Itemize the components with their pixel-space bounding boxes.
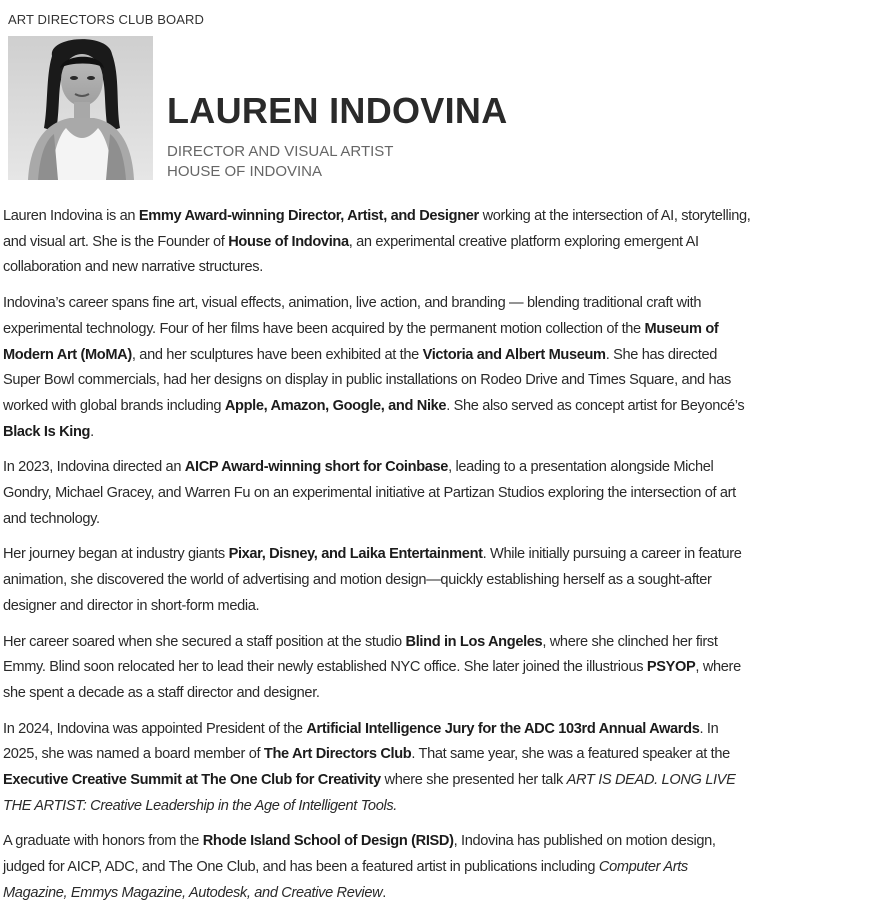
- bio-highlight: Artificial Intelligence Jury for the ADC 103rd Annual Awards: [306, 720, 700, 737]
- bio-paragraph: [3, 829, 755, 906]
- profile-header: [167, 88, 508, 182]
- bio-highlight: House of Indovina: [228, 233, 349, 250]
- bio-run: working at the intersection of AI, storytelling, and visual art. She is the Founder of: [3, 208, 751, 250]
- profile-name: LAUREN INDOVINA: [167, 90, 508, 131]
- bio-text: [3, 204, 755, 917]
- bio-run: . She also served as concept artist for Beyoncé’s: [446, 397, 745, 414]
- bio-paragraph: [3, 630, 755, 707]
- bio-run: Lauren Indovina is an: [3, 208, 139, 224]
- bio-run: , and her sculptures have been exhibited at the: [131, 346, 423, 363]
- bio-run: . While initially pursuing a career in feature animation, she discovered the world of advertising and motion design—quickly establishing herself as a sought-after designer and director in short-form media.: [3, 546, 742, 614]
- bio-run: . That same year, she was a featured speaker at the: [411, 746, 730, 763]
- bio-run: , an experimental creative platform exploring emergent AI collaboration and new narrative structures.: [3, 233, 699, 276]
- bio-run: , leading to a presentation alongside Michel Gondry, Michael Gracey, and Warren Fu on an experimental initiative at Partizan Studios exploring the intersection of art and technology.: [3, 459, 736, 527]
- bio-run: . In 2025, she was named a board member of: [3, 720, 719, 763]
- bio-run: , where she spent a decade as a staff director and designer.: [3, 659, 741, 701]
- bio-highlight: Apple, Amazon, Google, and Nike: [224, 397, 447, 414]
- bio-highlight: Victoria and Albert Museum: [422, 346, 606, 363]
- bio-highlight: Black Is King: [3, 423, 91, 440]
- profile-role: DIRECTOR AND VISUAL ARTIST: [167, 143, 394, 160]
- bio-run: Her career soared when she secured a staff position at the studio: [3, 633, 406, 650]
- bio-highlight: Executive Creative Summit at The One Club for Creativity: [3, 772, 381, 789]
- bio-run: . She has directed Super Bowl commercials, had her designs on display in public installations on Rodeo Drive and Times Square, and has worked with global brands including: [3, 346, 731, 414]
- bio-run: Indovina’s career spans fine art, visual effects, animation, live action, and branding — blending traditional craft with experimental technology. Four of her films have been acquired by the permanent motion collection of the: [3, 295, 702, 337]
- bio-paragraph: [3, 542, 755, 619]
- bio-highlight: AICP Award-winning short for Coinbase: [184, 459, 449, 476]
- profile-company: HOUSE OF INDOVINA: [167, 163, 323, 180]
- profile-subtitle: [167, 142, 508, 182]
- bio-highlight: Rhode Island School of Design (RISD): [202, 833, 454, 850]
- bio-paragraph: [3, 717, 755, 820]
- bio-highlight: Emmy Award-winning Director, Artist, and Designer: [138, 208, 479, 224]
- bio-run: A graduate with honors from the: [3, 833, 203, 850]
- bio-highlight: The Art Directors Club: [263, 746, 412, 763]
- bio-run: In 2024, Indovina was appointed President of the: [3, 720, 307, 737]
- bio-run: .: [382, 884, 387, 901]
- bio-paragraph: [3, 291, 755, 445]
- portrait-photo: [8, 36, 153, 180]
- bio-highlight: Pixar, Disney, and Laika Entertainment: [228, 546, 483, 563]
- bio-paragraph: [3, 455, 755, 532]
- bio-run: In 2023, Indovina directed an: [3, 459, 185, 476]
- bio-highlight: Blind in Los Angeles: [405, 633, 543, 650]
- bio-run: Her journey began at industry giants: [3, 546, 229, 563]
- bio-highlight: PSYOP: [646, 659, 696, 676]
- bio-paragraph: [3, 204, 755, 281]
- bio-run: where she presented her talk: [380, 772, 567, 789]
- bio-italic: ART IS DEAD. LONG LIVE THE ARTIST: Creative Leadership in the Age of Intelligent Tools.: [3, 772, 736, 814]
- board-label: ART DIRECTORS CLUB BOARD: [8, 12, 204, 27]
- bio-run: .: [90, 423, 94, 440]
- bio-highlight: Museum of Modern Art (MoMA): [3, 320, 719, 363]
- bio-run: , where she clinched her first Emmy. Blind soon relocated her to lead their newly established NYC office. She later joined the illustrious: [3, 633, 718, 676]
- bio-run: , Indovina has published on motion design, judged for AICP, ADC, and The One Club, and has been a featured artist in publications including: [3, 833, 716, 876]
- bio-italic: Computer Arts Magazine, Emmys Magazine, Autodesk, and Creative Review: [3, 859, 688, 901]
